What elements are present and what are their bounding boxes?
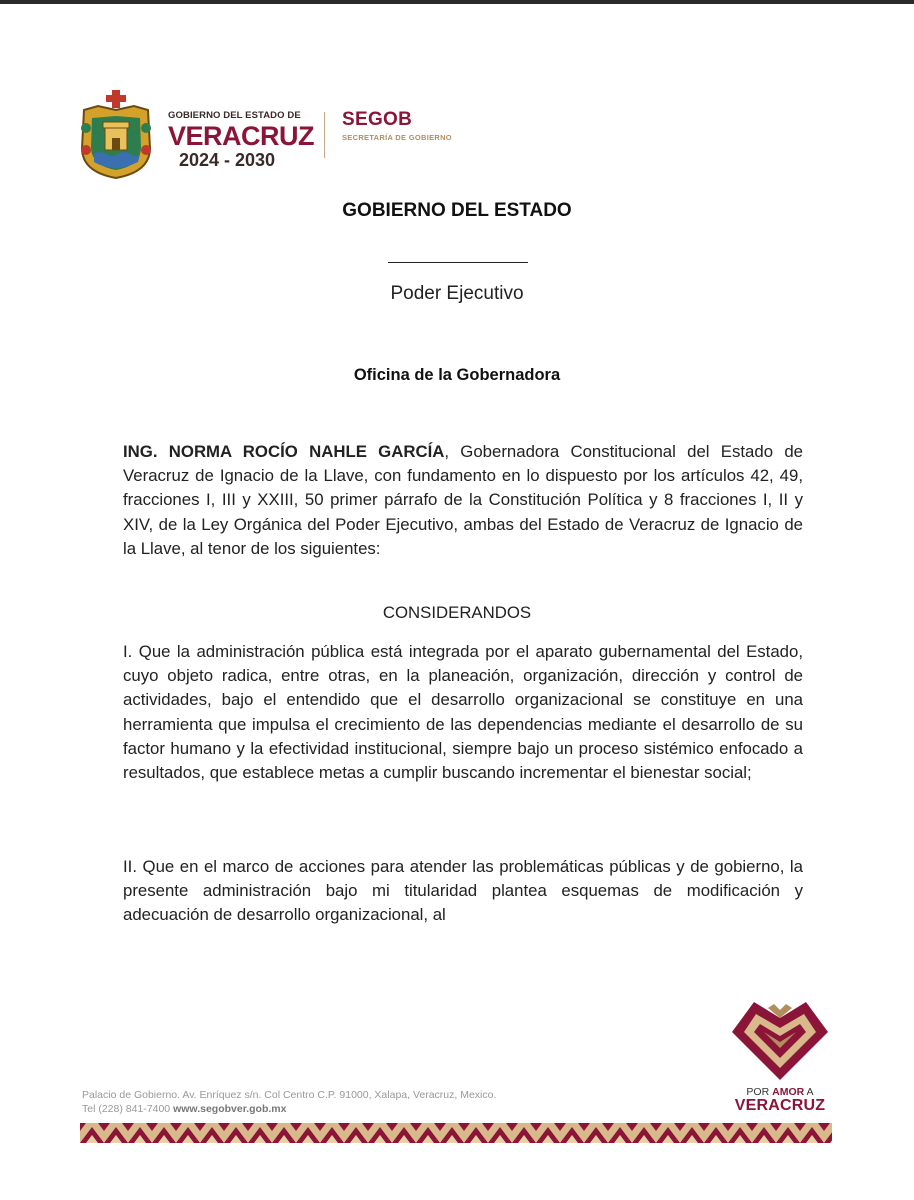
letterhead: [78, 88, 478, 180]
veracruz-coat-of-arms-icon: [78, 88, 154, 180]
footer-contact: [82, 1102, 496, 1116]
segob-title: SEGOB: [342, 109, 413, 130]
por-amor-a-veracruz-heart-icon: [728, 996, 832, 1082]
decorative-border-strip: [80, 1123, 832, 1143]
segob-wordmark: [342, 110, 452, 142]
state-government-wordmark: [168, 110, 315, 170]
slogan-por: POR: [746, 1086, 770, 1098]
footer-address: Palacio de Gobierno. Av. Enríquez s/n. Col Centro C.P. 91000, Xalapa, Veracruz, Mexico.: [82, 1089, 497, 1101]
header-divider: [324, 112, 325, 158]
footer-website: www.segobver.gob.mx: [173, 1103, 287, 1115]
title-rule: [388, 262, 528, 263]
document-title: GOBIERNO DEL ESTADO: [342, 200, 572, 221]
top-border: [0, 0, 914, 4]
por-amor-a-veracruz-logo: [724, 996, 836, 1116]
considerando-2: II. Que en el marco de acciones para atender las problemáticas públicas y de gobierno, la presente administración bajo mi titularidad plantea esquemas de modificación y adecuación de desarrollo organizacional, al: [123, 857, 803, 925]
gov-line1: GOBIERNO DEL ESTADO DE: [168, 110, 301, 121]
slogan-amor: AMOR: [772, 1086, 805, 1098]
intro-paragraph: [123, 440, 803, 561]
gov-period: 2024 - 2030: [178, 150, 276, 170]
intro-text: , Gobernadora Constitucional del Estado de Veracruz de Ignacio de la Llave, con fundamento en lo dispuesto por los artículos 42, 49, fracciones I, III y XXIII, 50 primer párrafo de la Constitución Política y 8 fracciones I, II y XIV, de la Ley Orgánica del Poder Ejecutivo, ambas del Estado de Veracruz de Ignacio de la Llave, al tenor de los siguientes:: [123, 442, 803, 558]
considerando-1: I. Que la administración pública está integrada por el aparato gubernamental del Estado, cuyo objeto radica, entre otras, en la planeación, organización, dirección y control de actividades, bajo el entendido que el desarrollo organizacional se constituye en una herramienta que impulsa el crecimiento de las dependencias mediante el desarrollo de su factor humano y la efectividad institucional, siempre bajo un proceso sistémico enfocado a resultados, que establece metas a cumplir buscando incrementar el bienestar social;: [123, 642, 803, 783]
considerandos-heading: CONSIDERANDOS: [382, 603, 532, 622]
governor-name: ING. NORMA ROCÍO NAHLE GARCÍA: [123, 442, 445, 461]
slogan-veracruz: VERACRUZ: [734, 1097, 826, 1114]
segob-subtitle: SECRETARÍA DE GOBIERNO: [342, 133, 452, 142]
document-subtitle: Poder Ejecutivo: [390, 283, 524, 304]
office-heading: Oficina de la Gobernadora: [353, 366, 561, 384]
gov-line2: VERACRUZ: [168, 121, 315, 151]
slogan-a: A: [806, 1086, 814, 1098]
footer-phone: Tel (228) 841-7400: [82, 1103, 171, 1115]
footer-address-block: [82, 1088, 496, 1116]
